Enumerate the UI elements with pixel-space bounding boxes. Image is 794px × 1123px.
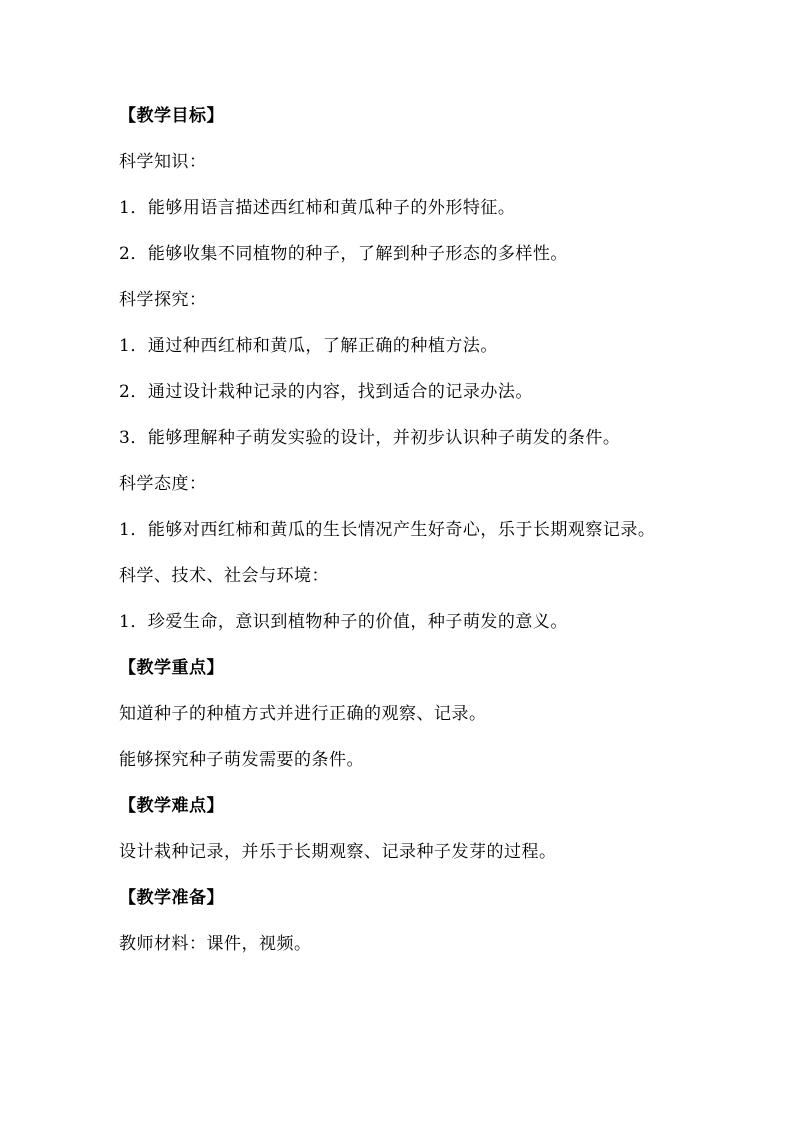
paragraph: 教师材料：课件，视频。: [119, 934, 312, 954]
document-body: [119, 104, 739, 978]
paragraph: 1．通过种西红柿和黄瓜，了解正确的种植方法。: [119, 336, 498, 356]
paragraph: 知道种子的种植方式并进行正确的观察、记录。: [119, 704, 487, 724]
subheading-science-knowledge: 科学知识：: [119, 152, 207, 172]
paragraph: 1．能够用语言描述西红柿和黄瓜种子的外形特征。: [119, 198, 516, 218]
paragraph: 能够探究种子萌发需要的条件。: [119, 750, 364, 770]
paragraph: 2．通过设计栽种记录的内容，找到适合的记录办法。: [119, 382, 533, 402]
section-heading-difficulties: 【教学难点】: [119, 796, 224, 816]
paragraph: 1．能够对西红柿和黄瓜的生长情况产生好奇心，乐于长期观察记录。: [119, 520, 656, 540]
section-heading-objectives: 【教学目标】: [119, 106, 224, 126]
paragraph: 3．能够理解种子萌发实验的设计，并初步认识种子萌发的条件。: [119, 428, 621, 448]
section-heading-key-points: 【教学重点】: [119, 658, 224, 678]
paragraph: 2．能够收集不同植物的种子，了解到种子形态的多样性。: [119, 244, 568, 264]
paragraph: 1．珍爱生命，意识到植物种子的价值，种子萌发的意义。: [119, 612, 568, 632]
subheading-science-attitude: 科学态度：: [119, 474, 207, 494]
subheading-science-inquiry: 科学探究：: [119, 290, 207, 310]
subheading-stse: 科学、技术、社会与环境：: [119, 566, 329, 586]
paragraph: 设计栽种记录，并乐于长期观察、记录种子发芽的过程。: [119, 842, 557, 862]
section-heading-preparation: 【教学准备】: [119, 888, 224, 908]
